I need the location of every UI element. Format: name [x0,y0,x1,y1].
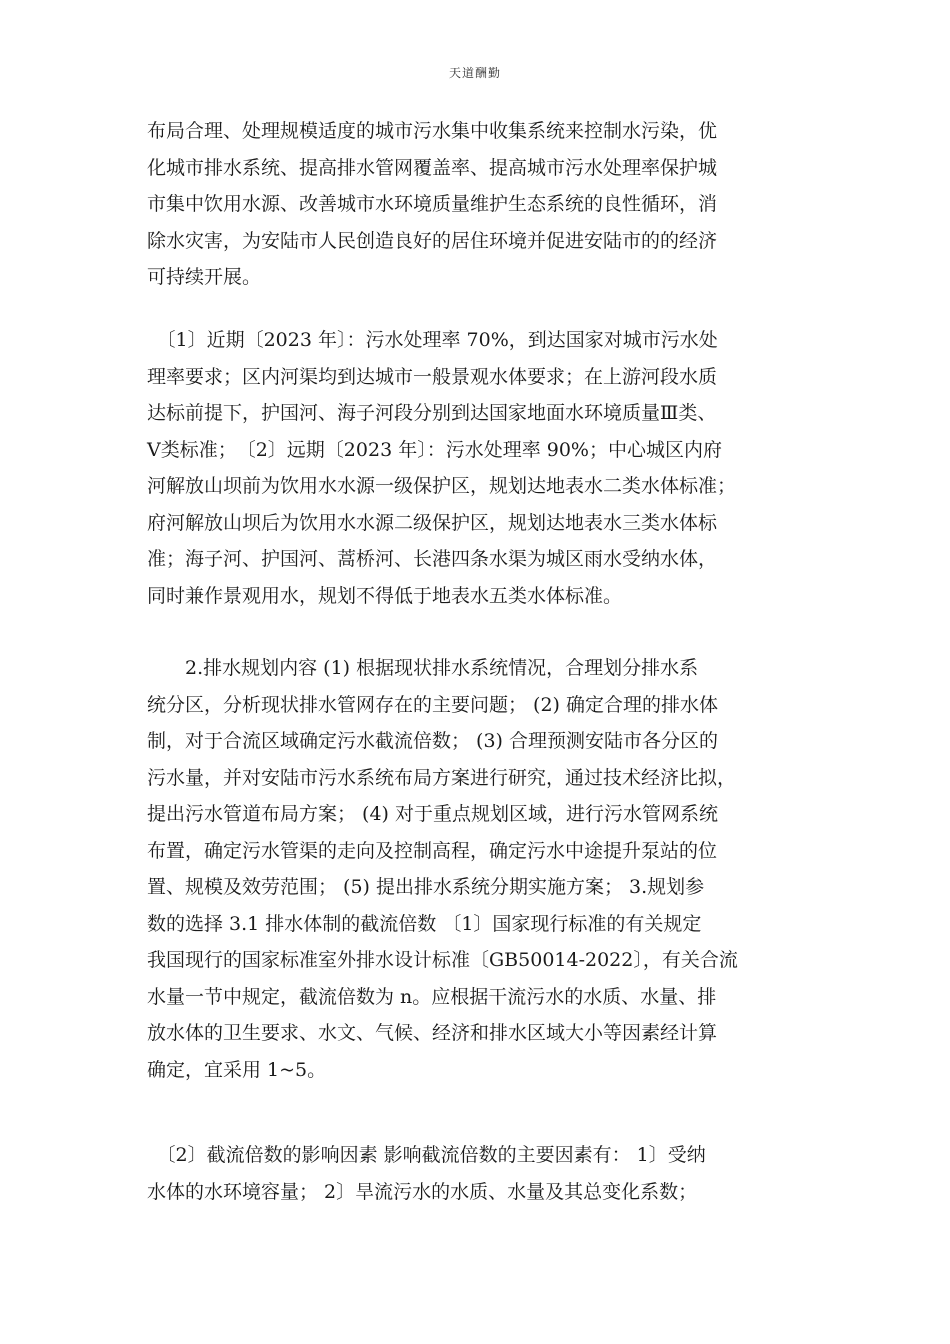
paragraph-2 [147,322,807,614]
text-line: 除水灾害，为安陆市人民创造良好的居住环境并促进安陆市的的经济 [147,229,718,252]
page-header: 天道酬勤 [448,66,501,80]
text-line: 府河解放山坝后为饮用水水源二级保护区，规划达地表水三类水体标 [147,511,718,534]
text-line: 数的选择 3.1 排水体制的截流倍数 〔1〕国家现行标准的有关规定 [147,912,702,935]
text-line: 达标前提下，护国河、海子河段分别到达国家地面水环境质量Ⅲ类、 [147,402,717,424]
text-line: 污水量，并对安陆市污水系统布局方案进行研究，通过技术经济比拟， [147,766,737,789]
text-line: 布置，确定污水管渠的走向及控制高程，确定污水中途提升泵站的位 [147,839,718,862]
text-line: 市集中饮用水源、改善城市水环境质量维护生态系统的良性循环，消 [147,193,718,215]
text-line: 水量一节中规定，截流倍数为 n。应根据干流污水的水质、水量、排 [147,985,717,1008]
paragraph-3 [147,650,807,1088]
text-line: 置、规模及效劳范围； (5) 提出排水系统分期实施方案； 3.规划参 [147,876,705,898]
text-line: 准；海子河、护国河、蒿桥河、长港四条水渠为城区雨水受纳水体， [147,548,718,570]
text-line: 提出污水管道布局方案； (4) 对于重点规划区域，进行污水管网系统 [147,803,718,825]
text-line: 〔2〕截流倍数的影响因素 影响截流倍数的主要因素有： 1〕受纳 [147,1144,706,1166]
text-line: 〔1〕近期〔2023 年〕：污水处理率 70%，到达国家对城市污水处 [147,329,718,351]
text-line: 可持续开展。 [147,266,262,288]
text-line: 同时兼作景观用水，规划不得低于地表水五类水体标准。 [147,584,623,607]
paragraph-4 [147,1137,807,1210]
text-line: 理率要求；区内河渠均到达城市一般景观水体要求；在上游河段水质 [147,365,718,388]
text-line: 2.排水规划内容 (1) 根据现状排水系统情况，合理划分排水系 [147,657,699,679]
text-line: 放水体的卫生要求、水文、气候、经济和排水区域大小等因素经计算 [147,1022,718,1044]
paragraph-1 [147,113,807,296]
text-line: 河解放山坝前为饮用水水源一级保护区，规划达地表水二类水体标准； [147,475,737,497]
text-line: 水体的水环境容量； 2〕旱流污水的水质、水量及其总变化系数； [147,1180,698,1203]
text-line: 化城市排水系统、提高排水管网覆盖率、提高城市污水处理率保护城 [147,156,718,179]
text-line: 制，对于合流区域确定污水截流倍数； (3) 合理预测安陆市各分区的 [147,730,718,752]
text-line: 统分区，分析现状排水管网存在的主要问题； (2) 确定合理的排水体 [147,693,718,716]
text-line: 我国现行的国家标准室外排水设计标准〔GB50014-2022〕，有关合流 [147,949,738,971]
text-line: 布局合理、处理规模适度的城市污水集中收集系统来控制水污染，优 [147,120,718,142]
text-line: Ⅴ类标准； 〔2〕远期〔2023 年〕：污水处理率 90%；中心城区内府 [147,438,722,461]
text-line: 确定，宜采用 1~5。 [147,1058,327,1081]
